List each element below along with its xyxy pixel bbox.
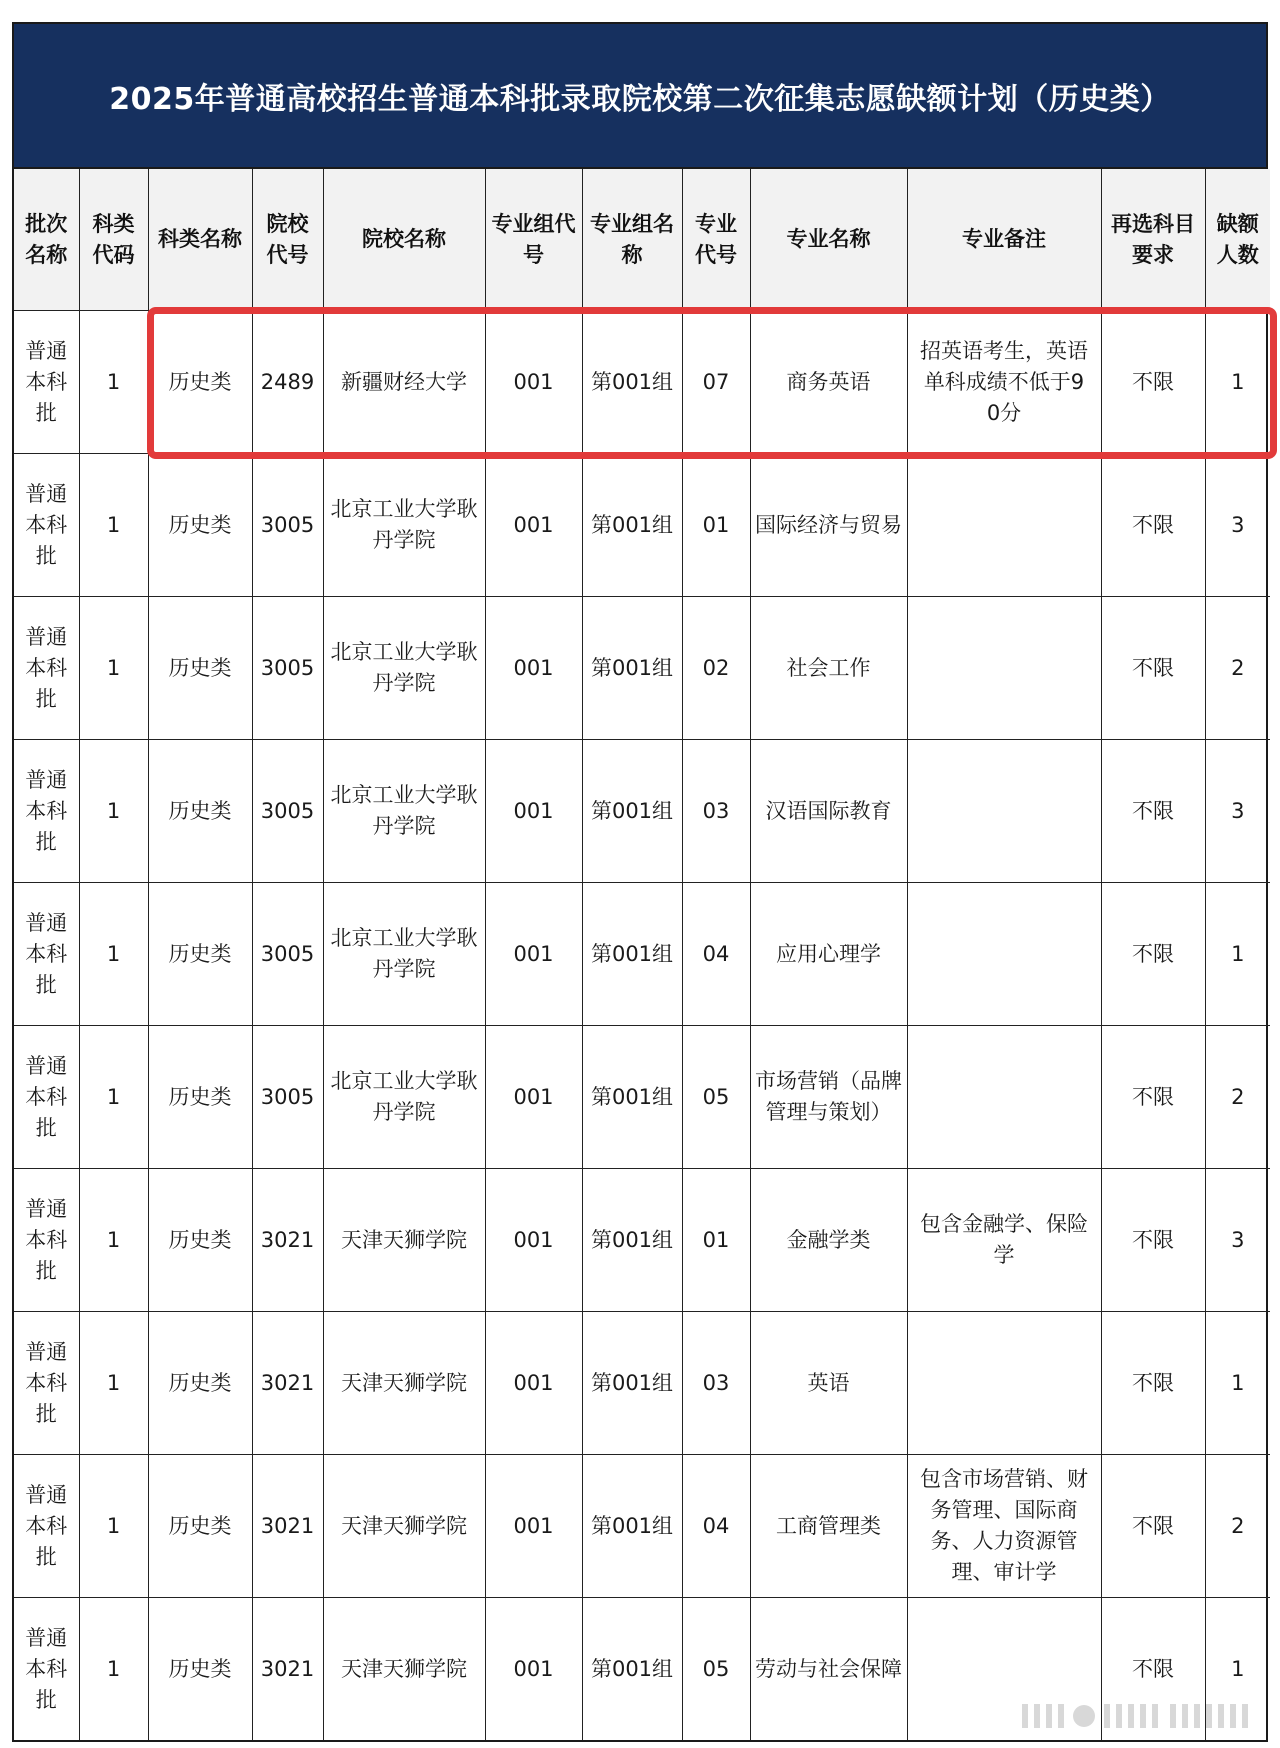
- vacancy-table: [14, 169, 1270, 1740]
- cell-school-name: 北京工业大学耿丹学院: [323, 1026, 485, 1169]
- cell-school-name: 北京工业大学耿丹学院: [323, 454, 485, 597]
- cell-group-name: 第001组: [582, 740, 682, 883]
- cell-subject-code: 1: [79, 597, 148, 740]
- cell-school-code: 3021: [252, 1312, 323, 1455]
- cell-major-code: 07: [682, 311, 750, 454]
- cell-subject-code: 1: [79, 1312, 148, 1455]
- cell-school-code: 3005: [252, 454, 323, 597]
- cell-major-name: 国际经济与贸易: [750, 454, 907, 597]
- header-school-name: 院校名称: [323, 169, 485, 311]
- header-major-code: 专业代号: [682, 169, 750, 311]
- header-batch-name: 批次名称: [14, 169, 79, 311]
- cell-vacancy-count: 2: [1205, 1026, 1270, 1169]
- cell-major-name: 应用心理学: [750, 883, 907, 1026]
- cell-subject-code: 1: [79, 1026, 148, 1169]
- cell-batch: 普通本科批: [14, 454, 79, 597]
- cell-major-name: 商务英语: [750, 311, 907, 454]
- cell-subject-requirement: 不限: [1101, 311, 1205, 454]
- cell-school-name: 天津天狮学院: [323, 1169, 485, 1312]
- cell-major-note: [907, 740, 1101, 883]
- cell-subject-requirement: 不限: [1101, 1026, 1205, 1169]
- cell-school-name: 北京工业大学耿丹学院: [323, 883, 485, 1026]
- cell-major-note: [907, 597, 1101, 740]
- cell-major-name: 劳动与社会保障: [750, 1598, 907, 1741]
- header-subject-requirement: 再选科目要求: [1101, 169, 1205, 311]
- header-major-name: 专业名称: [750, 169, 907, 311]
- cell-subject-name: 历史类: [148, 597, 252, 740]
- cell-vacancy-count: 2: [1205, 1455, 1270, 1598]
- cell-group-name: 第001组: [582, 883, 682, 1026]
- cell-school-code: 3021: [252, 1169, 323, 1312]
- cell-school-code: 3005: [252, 597, 323, 740]
- cell-school-name: 北京工业大学耿丹学院: [323, 740, 485, 883]
- cell-batch: 普通本科批: [14, 1026, 79, 1169]
- cell-vacancy-count: 1: [1205, 883, 1270, 1026]
- cell-major-note: 包含金融学、保险学: [907, 1169, 1101, 1312]
- cell-vacancy-count: 3: [1205, 740, 1270, 883]
- table-row: [14, 311, 1270, 454]
- cell-subject-requirement: 不限: [1101, 597, 1205, 740]
- cell-school-code: 3005: [252, 883, 323, 1026]
- header-group-name: 专业组名称: [582, 169, 682, 311]
- cell-major-note: [907, 1312, 1101, 1455]
- cell-vacancy-count: 1: [1205, 1598, 1270, 1741]
- cell-school-name: 新疆财经大学: [323, 311, 485, 454]
- table-row: [14, 1026, 1270, 1169]
- cell-batch: 普通本科批: [14, 597, 79, 740]
- cell-subject-code: 1: [79, 454, 148, 597]
- cell-major-code: 02: [682, 597, 750, 740]
- cell-group-name: 第001组: [582, 1598, 682, 1741]
- cell-school-code: 2489: [252, 311, 323, 454]
- cell-group-name: 第001组: [582, 311, 682, 454]
- cell-subject-requirement: 不限: [1101, 1598, 1205, 1741]
- cell-subject-code: 1: [79, 883, 148, 1026]
- cell-batch: 普通本科批: [14, 1312, 79, 1455]
- cell-group-name: 第001组: [582, 1455, 682, 1598]
- cell-school-name: 天津天狮学院: [323, 1598, 485, 1741]
- table-row: [14, 1312, 1270, 1455]
- cell-batch: 普通本科批: [14, 740, 79, 883]
- cell-school-name: 天津天狮学院: [323, 1312, 485, 1455]
- cell-group-name: 第001组: [582, 1312, 682, 1455]
- cell-group-name: 第001组: [582, 597, 682, 740]
- header-major-note: 专业备注: [907, 169, 1101, 311]
- cell-major-code: 03: [682, 1312, 750, 1455]
- cell-batch: 普通本科批: [14, 883, 79, 1026]
- cell-major-code: 03: [682, 740, 750, 883]
- cell-group-code: 001: [485, 1169, 582, 1312]
- cell-group-code: 001: [485, 1598, 582, 1741]
- cell-subject-requirement: 不限: [1101, 1169, 1205, 1312]
- cell-subject-requirement: 不限: [1101, 740, 1205, 883]
- cell-subject-requirement: 不限: [1101, 883, 1205, 1026]
- cell-subject-name: 历史类: [148, 740, 252, 883]
- cell-school-code: 3005: [252, 740, 323, 883]
- cell-group-code: 001: [485, 740, 582, 883]
- cell-subject-name: 历史类: [148, 883, 252, 1026]
- cell-subject-name: 历史类: [148, 1598, 252, 1741]
- cell-major-note: [907, 1026, 1101, 1169]
- table-header-row: [14, 169, 1270, 311]
- cell-major-name: 英语: [750, 1312, 907, 1455]
- cell-major-code: 05: [682, 1598, 750, 1741]
- table-row: [14, 597, 1270, 740]
- cell-major-note: 招英语考生，英语单科成绩不低于90分: [907, 311, 1101, 454]
- cell-major-name: 工商管理类: [750, 1455, 907, 1598]
- cell-school-code: 3021: [252, 1598, 323, 1741]
- cell-subject-code: 1: [79, 1598, 148, 1741]
- cell-major-name: 社会工作: [750, 597, 907, 740]
- cell-group-name: 第001组: [582, 1026, 682, 1169]
- plan-sheet: [12, 22, 1268, 1742]
- table-row: [14, 1455, 1270, 1598]
- cell-group-code: 001: [485, 597, 582, 740]
- cell-school-code: 3005: [252, 1026, 323, 1169]
- cell-subject-name: 历史类: [148, 1455, 252, 1598]
- cell-group-code: 001: [485, 1455, 582, 1598]
- cell-subject-name: 历史类: [148, 1312, 252, 1455]
- header-subject-code: 科类代码: [79, 169, 148, 311]
- table-row: [14, 883, 1270, 1026]
- cell-major-note: 包含市场营销、财务管理、国际商务、人力资源管理、审计学: [907, 1455, 1101, 1598]
- cell-school-code: 3021: [252, 1455, 323, 1598]
- cell-group-code: 001: [485, 311, 582, 454]
- table-row: [14, 1598, 1270, 1741]
- cell-batch: 普通本科批: [14, 1598, 79, 1741]
- cell-group-code: 001: [485, 883, 582, 1026]
- cell-group-code: 001: [485, 1026, 582, 1169]
- cell-major-code: 05: [682, 1026, 750, 1169]
- cell-vacancy-count: 1: [1205, 311, 1270, 454]
- cell-vacancy-count: 3: [1205, 454, 1270, 597]
- cell-school-name: 北京工业大学耿丹学院: [323, 597, 485, 740]
- cell-subject-name: 历史类: [148, 1026, 252, 1169]
- cell-batch: 普通本科批: [14, 1169, 79, 1312]
- cell-major-code: 01: [682, 454, 750, 597]
- cell-subject-code: 1: [79, 1169, 148, 1312]
- cell-subject-code: 1: [79, 740, 148, 883]
- cell-major-code: 04: [682, 1455, 750, 1598]
- cell-vacancy-count: 3: [1205, 1169, 1270, 1312]
- cell-subject-code: 1: [79, 1455, 148, 1598]
- cell-major-name: 市场营销（品牌管理与策划）: [750, 1026, 907, 1169]
- page-title: 2025年普通高校招生普通本科批录取院校第二次征集志愿缺额计划（历史类）: [14, 24, 1266, 169]
- cell-subject-requirement: 不限: [1101, 454, 1205, 597]
- cell-group-code: 001: [485, 454, 582, 597]
- header-school-code: 院校代号: [252, 169, 323, 311]
- cell-vacancy-count: 2: [1205, 597, 1270, 740]
- cell-major-note: [907, 1598, 1101, 1741]
- cell-subject-code: 1: [79, 311, 148, 454]
- cell-vacancy-count: 1: [1205, 1312, 1270, 1455]
- cell-major-note: [907, 454, 1101, 597]
- table-row: [14, 1169, 1270, 1312]
- cell-group-name: 第001组: [582, 454, 682, 597]
- header-group-code: 专业组代号: [485, 169, 582, 311]
- cell-major-code: 01: [682, 1169, 750, 1312]
- cell-major-note: [907, 883, 1101, 1026]
- table-row: [14, 740, 1270, 883]
- cell-group-code: 001: [485, 1312, 582, 1455]
- cell-major-code: 04: [682, 883, 750, 1026]
- cell-major-name: 汉语国际教育: [750, 740, 907, 883]
- cell-subject-name: 历史类: [148, 311, 252, 454]
- header-subject-name: 科类名称: [148, 169, 252, 311]
- cell-subject-name: 历史类: [148, 1169, 252, 1312]
- cell-subject-requirement: 不限: [1101, 1455, 1205, 1598]
- table-row: [14, 454, 1270, 597]
- cell-major-name: 金融学类: [750, 1169, 907, 1312]
- cell-subject-requirement: 不限: [1101, 1312, 1205, 1455]
- cell-school-name: 天津天狮学院: [323, 1455, 485, 1598]
- cell-subject-name: 历史类: [148, 454, 252, 597]
- cell-group-name: 第001组: [582, 1169, 682, 1312]
- header-vacancy-count: 缺额人数: [1205, 169, 1270, 311]
- cell-batch: 普通本科批: [14, 311, 79, 454]
- cell-batch: 普通本科批: [14, 1455, 79, 1598]
